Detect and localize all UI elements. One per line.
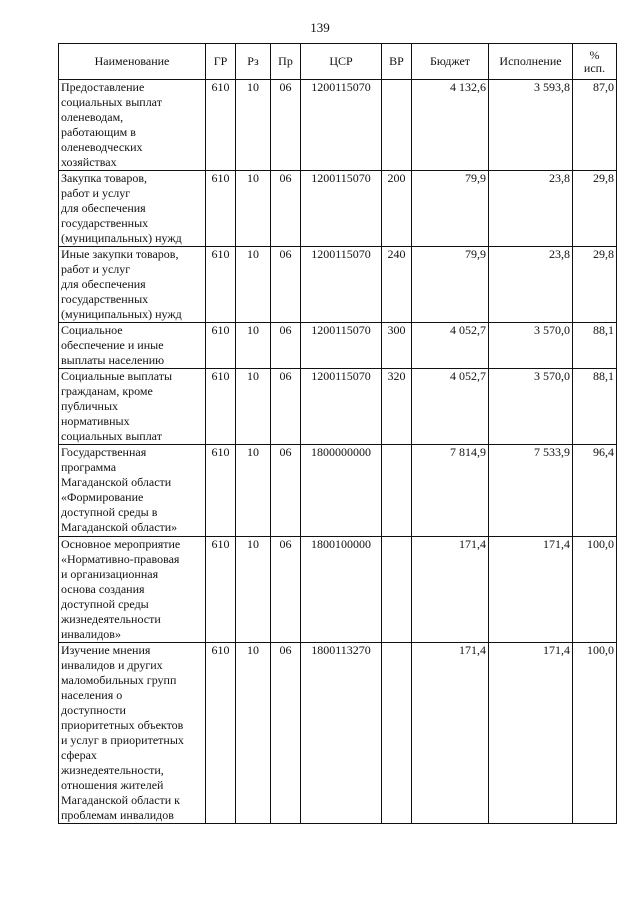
row-gr-cell: 610 [206,171,236,247]
table-row [59,247,617,323]
row-csr-cell: 1200115070 [301,171,382,247]
table-row [59,369,617,445]
row-execution-cell: 171,4 [489,643,573,824]
row-rz-cell: 10 [236,369,271,445]
row-gr-cell: 610 [206,643,236,824]
row-csr-cell: 1200115070 [301,369,382,445]
row-execution-cell: 23,8 [489,247,573,323]
row-execution-cell: 23,8 [489,171,573,247]
row-budget-cell: 7 814,9 [412,445,489,537]
row-budget-cell: 4 052,7 [412,369,489,445]
table-row [59,643,617,824]
row-pr-cell: 06 [271,247,301,323]
row-rz-cell: 10 [236,537,271,643]
col-header-budget: Бюджет [412,44,489,80]
col-header-csr: ЦСР [301,44,382,80]
row-vr-cell: 300 [382,323,412,369]
table-row [59,537,617,643]
row-budget-cell: 4 052,7 [412,323,489,369]
row-gr-cell: 610 [206,445,236,537]
row-percent-cell: 88,1 [573,323,617,369]
row-budget-cell: 79,9 [412,247,489,323]
col-header-vr: ВР [382,44,412,80]
row-rz-cell: 10 [236,171,271,247]
row-execution-cell: 3 593,8 [489,80,573,171]
table-row [59,323,617,369]
row-gr-cell: 610 [206,323,236,369]
row-percent-cell: 87,0 [573,80,617,171]
row-budget-cell: 171,4 [412,537,489,643]
row-vr-cell [382,80,412,171]
row-name-cell: Иные закупки товаров, работ и услуг для обеспечения государственных (муниципальных) нужд [59,247,206,323]
table-row [59,445,617,537]
row-execution-cell: 3 570,0 [489,323,573,369]
row-percent-cell: 88,1 [573,369,617,445]
row-vr-cell [382,643,412,824]
row-percent-cell: 96,4 [573,445,617,537]
row-pr-cell: 06 [271,643,301,824]
row-name-cell: Изучение мнения инвалидов и других маломобильных групп населения о доступности приоритетных объектов и услуг в приоритетных сферах жизнедеятельности, отношения жителей Магаданской области к проблемам инвалидов [59,643,206,824]
row-rz-cell: 10 [236,323,271,369]
row-gr-cell: 610 [206,247,236,323]
row-pr-cell: 06 [271,537,301,643]
row-percent-cell: 29,8 [573,247,617,323]
page-number: 139 [310,20,330,35]
col-header-rz: Рз [236,44,271,80]
row-vr-cell [382,445,412,537]
row-pr-cell: 06 [271,445,301,537]
row-gr-cell: 610 [206,80,236,171]
row-csr-cell: 1800100000 [301,537,382,643]
row-budget-cell: 79,9 [412,171,489,247]
row-csr-cell: 1800113270 [301,643,382,824]
row-vr-cell [382,537,412,643]
row-csr-cell: 1200115070 [301,247,382,323]
row-pr-cell: 06 [271,323,301,369]
row-execution-cell: 3 570,0 [489,369,573,445]
col-header-pr: Пр [271,44,301,80]
row-rz-cell: 10 [236,80,271,171]
table-header-row [59,44,617,80]
col-header-name: Наименование [59,44,206,80]
row-name-cell: Закупка товаров, работ и услуг для обеспечения государственных (муниципальных) нужд [59,171,206,247]
row-execution-cell: 7 533,9 [489,445,573,537]
row-name-cell: Основное мероприятие «Нормативно-правовая и организационная основа создания доступной среды жизнедеятельности инвалидов» [59,537,206,643]
row-vr-cell: 320 [382,369,412,445]
row-name-cell: Предоставление социальных выплат оленеводам, работающим в оленеводческих хозяйствах [59,80,206,171]
row-pr-cell: 06 [271,80,301,171]
row-percent-cell: 100,0 [573,643,617,824]
row-vr-cell: 240 [382,247,412,323]
row-pr-cell: 06 [271,369,301,445]
row-execution-cell: 171,4 [489,537,573,643]
table-row [59,80,617,171]
row-pr-cell: 06 [271,171,301,247]
table-row [59,171,617,247]
col-header-percent: % исп. [573,44,617,80]
row-rz-cell: 10 [236,247,271,323]
row-percent-cell: 29,8 [573,171,617,247]
budget-table [58,43,617,824]
col-header-gr: ГР [206,44,236,80]
row-name-cell: Социальные выплаты гражданам, кроме публичных нормативных социальных выплат [59,369,206,445]
col-header-execution: Исполнение [489,44,573,80]
row-csr-cell: 1800000000 [301,445,382,537]
row-csr-cell: 1200115070 [301,80,382,171]
row-name-cell: Социальное обеспечение и иные выплаты населению [59,323,206,369]
row-percent-cell: 100,0 [573,537,617,643]
row-rz-cell: 10 [236,643,271,824]
table-body [59,80,617,824]
row-rz-cell: 10 [236,445,271,537]
row-name-cell: Государственная программа Магаданской области «Формирование доступной среды в Магаданской области» [59,445,206,537]
row-gr-cell: 610 [206,537,236,643]
row-gr-cell: 610 [206,369,236,445]
row-budget-cell: 171,4 [412,643,489,824]
row-vr-cell: 200 [382,171,412,247]
row-budget-cell: 4 132,6 [412,80,489,171]
row-csr-cell: 1200115070 [301,323,382,369]
